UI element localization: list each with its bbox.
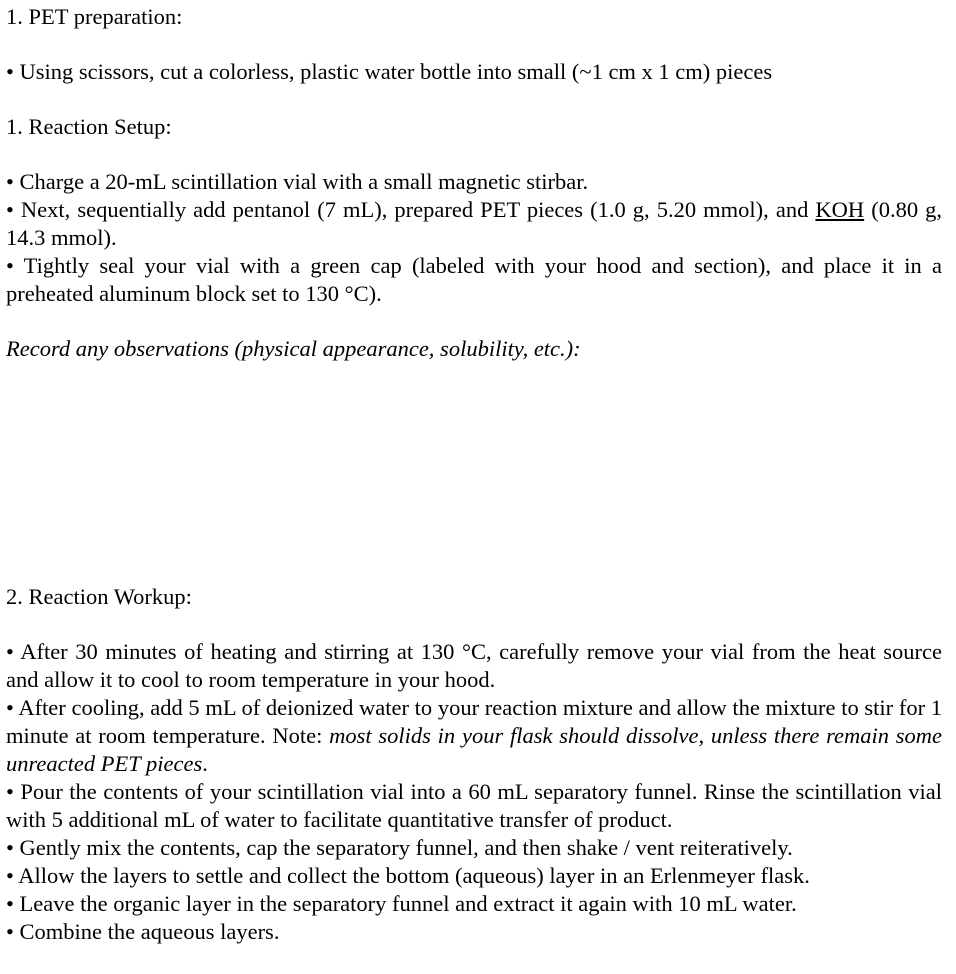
bullet-settle-layers: • Allow the layers to settle and collect the bottom (aqueous) layer in an Erlenmeyer flask.	[6, 863, 810, 888]
koh-link[interactable]: KOH	[815, 197, 865, 222]
spacer	[6, 141, 942, 168]
bullet-add-reagents-text: • Next, sequentially add pentanol (7 mL), prepared PET pieces (1.0 g, 5.20 mmol), and	[6, 197, 816, 222]
bullet-add-water-text: • After cooling, add 5 mL of deionized water to your reaction mixture and allow the mixture to stir for 1 minute at room temperature. Note:	[6, 695, 942, 748]
bullet-extract-again: • Leave the organic layer in the separatory funnel and extract it again with 10 mL water.	[6, 891, 797, 916]
bullet-remove-vial: • After 30 minutes of heating and stirring at 130 °C, carefully remove your vial from the heat source and allow it to cool to room temperature in your hood.	[6, 639, 942, 692]
section-heading-reaction-setup: 1. Reaction Setup:	[6, 114, 172, 139]
observations-prompt: Record any observations (physical appearance, solubility, etc.):	[6, 336, 581, 361]
bullet-add-water-note: most solids in your flask should dissolve, unless there remain some unreacted PET pieces	[6, 723, 942, 776]
observations-blank-space	[6, 363, 942, 583]
section-heading-reaction-workup: 2. Reaction Workup:	[6, 584, 192, 609]
document-page	[6, 3, 942, 946]
bullet-charge-vial: • Charge a 20-mL scintillation vial with a small magnetic stirbar.	[6, 169, 589, 194]
bullet-add-reagents-tail: (0.80 g, 14.3 mmol).	[6, 197, 942, 250]
bullet-pour-contents: • Pour the contents of your scintillation vial into a 60 mL separatory funnel. Rinse the scintillation vial with 5 additional mL of water to facilitate quantitative transfer of product.	[6, 779, 942, 832]
bullet-combine-layers: • Combine the aqueous layers.	[6, 919, 280, 944]
bullet-mix-contents: • Gently mix the contents, cap the separatory funnel, and then shake / vent reiteratively.	[6, 835, 793, 860]
section-heading-pet-preparation: 1. PET preparation:	[6, 4, 183, 29]
bullet-add-water-tail: .	[202, 751, 208, 776]
bullet-cut-bottle: • Using scissors, cut a colorless, plastic water bottle into small (~1 cm x 1 cm) pieces	[6, 59, 773, 84]
bullet-add-reagents	[6, 196, 942, 252]
bullet-seal-vial: • Tightly seal your vial with a green cap (labeled with your hood and section), and place it in a preheated aluminum block set to 130 °C).	[6, 253, 942, 306]
bullet-add-water	[6, 694, 942, 778]
spacer	[6, 308, 942, 335]
spacer	[6, 86, 942, 113]
spacer	[6, 31, 942, 58]
spacer	[6, 611, 942, 638]
